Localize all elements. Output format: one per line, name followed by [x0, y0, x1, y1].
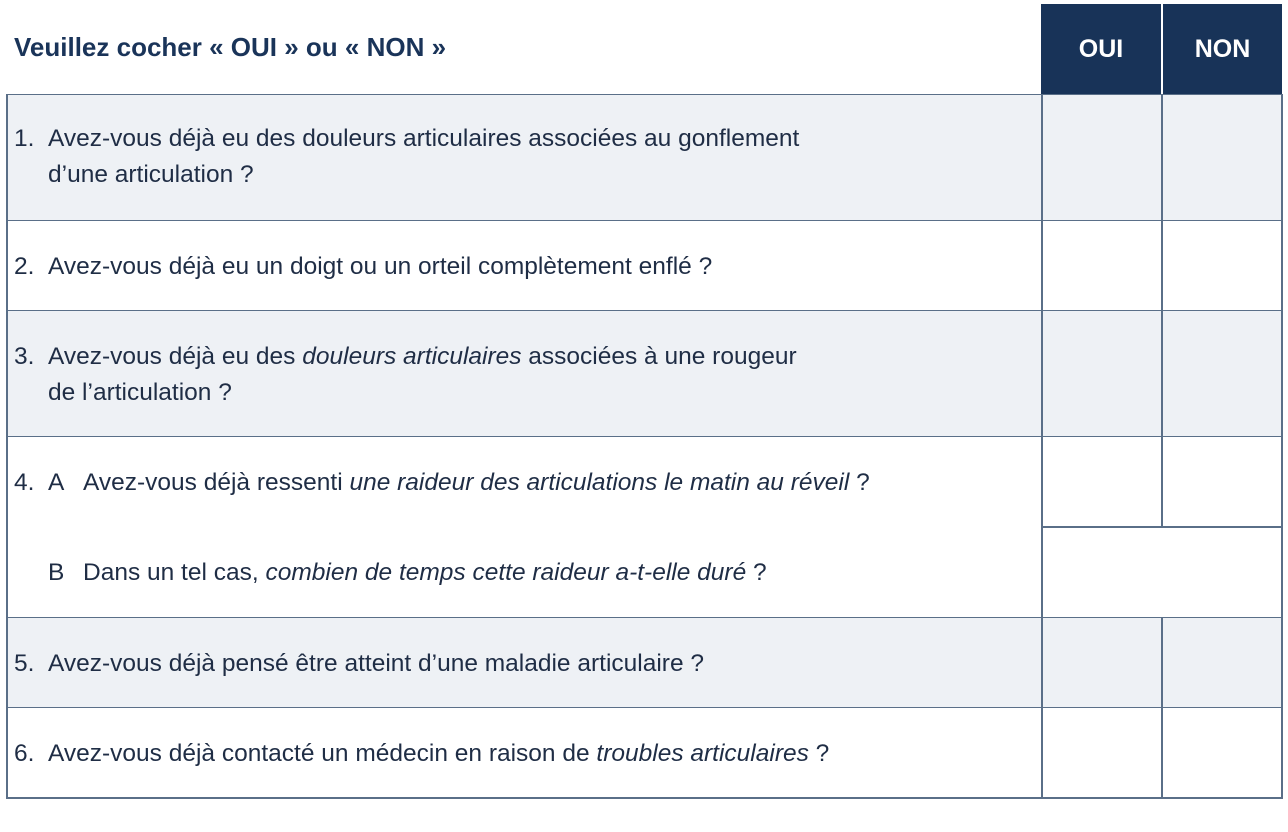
column-header-oui-label: OUI — [1078, 34, 1124, 63]
checkbox-q1-oui[interactable] — [1042, 95, 1162, 221]
question-2-text — [14, 249, 712, 285]
table-left-border — [6, 94, 8, 799]
checkbox-q2-oui[interactable] — [1042, 221, 1162, 311]
question-3-post: associées à une rougeur — [521, 343, 797, 370]
question-2-number: 2. — [14, 253, 35, 280]
question-4a-italic: une raideur des articulations le matin au réveil — [349, 469, 850, 496]
instruction-heading: Veuillez cocher « OUI » ou « NON » — [14, 32, 447, 62]
column-divider-oui-non-upper — [1161, 94, 1163, 526]
checkbox-q6-oui[interactable] — [1042, 708, 1162, 799]
checkbox-q5-oui[interactable] — [1042, 618, 1162, 708]
column-header-non-label: NON — [1194, 34, 1251, 63]
question-3-line2: de l’articulation ? — [48, 379, 232, 406]
column-header-non — [1163, 4, 1282, 94]
question-row-6 — [6, 707, 1282, 798]
question-6-number: 6. — [14, 740, 35, 767]
row-4-answer-divider — [1041, 526, 1282, 528]
question-3-text — [14, 339, 797, 411]
question-4-number: 4. — [14, 469, 35, 496]
column-divider-question — [1041, 94, 1043, 799]
question-6-post: ? — [808, 740, 830, 767]
question-1-line2: d’une articulation ? — [48, 161, 254, 188]
question-5-line: Avez-vous déjà pensé être atteint d’une maladie articulaire ? — [48, 650, 704, 677]
question-row-5 — [6, 617, 1282, 707]
column-divider-oui-non-lower — [1161, 617, 1163, 799]
checkbox-q3-non[interactable] — [1163, 311, 1282, 437]
question-4b-label: B — [48, 559, 65, 586]
question-row-3 — [6, 310, 1282, 436]
question-5-text — [14, 646, 704, 682]
duration-answer-field[interactable] — [1042, 527, 1282, 618]
question-6-pre: Avez-vous déjà contacté un médecin en raison de — [48, 740, 597, 767]
checkbox-q1-non[interactable] — [1163, 95, 1282, 221]
column-header-oui — [1041, 4, 1161, 94]
table-right-border — [1281, 94, 1283, 799]
checkbox-q3-oui[interactable] — [1042, 311, 1162, 437]
question-row-2 — [6, 220, 1282, 310]
question-4b-text — [14, 555, 767, 591]
question-5-number: 5. — [14, 650, 35, 677]
checkbox-q5-non[interactable] — [1163, 618, 1282, 708]
question-3-italic: douleurs articulaires — [302, 343, 522, 370]
checkbox-q4a-non[interactable] — [1163, 437, 1282, 527]
question-4a-label: A — [48, 469, 65, 496]
question-3-number: 3. — [14, 343, 35, 370]
question-4b-italic: combien de temps cette raideur a-t-elle duré — [265, 559, 747, 586]
question-4b-pre: Dans un tel cas, — [83, 559, 266, 586]
question-4a-text — [14, 465, 870, 501]
question-3-pre: Avez-vous déjà eu des — [48, 343, 303, 370]
question-6-text — [14, 736, 829, 772]
question-6-italic: troubles articulaires — [596, 740, 809, 767]
question-2-line: Avez-vous déjà eu un doigt ou un orteil complètement enflé ? — [48, 253, 713, 280]
question-4a-post: ? — [849, 469, 870, 496]
question-row-1 — [6, 94, 1282, 220]
question-4b-post: ? — [746, 559, 767, 586]
question-1-text — [14, 121, 799, 193]
table-bottom-border — [6, 797, 1282, 799]
checkbox-q4a-oui[interactable] — [1042, 437, 1162, 527]
checkbox-q2-non[interactable] — [1163, 221, 1282, 311]
question-1-number: 1. — [14, 125, 35, 152]
question-4a-pre: Avez-vous déjà ressenti — [83, 469, 350, 496]
checkbox-q6-non[interactable] — [1163, 708, 1282, 799]
question-1-line1: Avez-vous déjà eu des douleurs articulaires associées au gonflement — [48, 125, 800, 152]
